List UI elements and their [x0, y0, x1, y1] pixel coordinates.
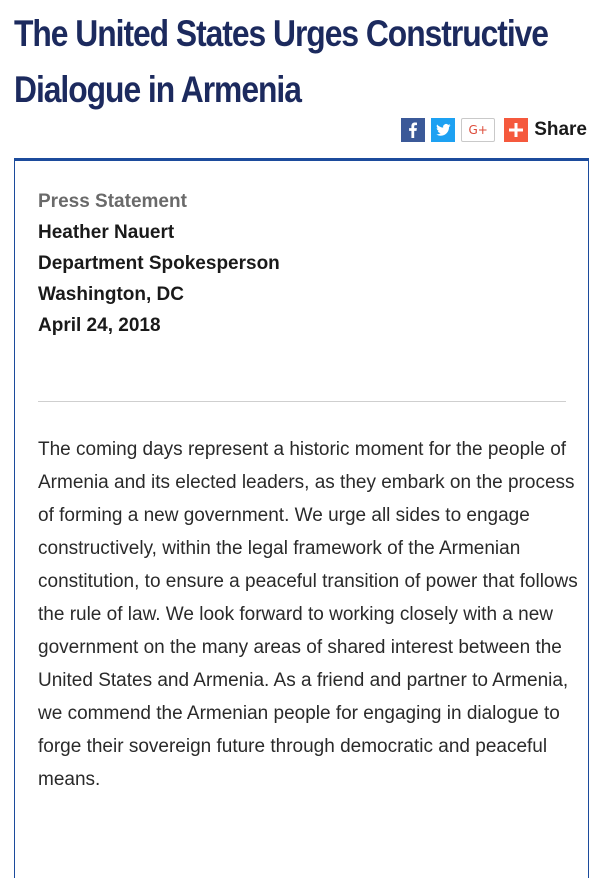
more-share-button[interactable]: [504, 118, 528, 142]
statement-type: Press Statement: [38, 191, 187, 212]
share-bar: [401, 117, 587, 143]
google-plus-share-button[interactable]: [461, 118, 495, 142]
author-role: Department Spokesperson: [38, 253, 280, 274]
statement-meta: [38, 186, 280, 341]
plus-icon: [504, 118, 528, 142]
statement-location: Washington, DC: [38, 284, 184, 305]
author-name: Heather Nauert: [38, 222, 175, 243]
twitter-icon: [431, 118, 455, 142]
facebook-share-button[interactable]: [401, 118, 425, 142]
share-label[interactable]: Share: [534, 119, 587, 140]
google-plus-icon: G+: [468, 123, 488, 137]
statement-body: The coming days represent a historic moment for the people of Armenia and its elected leaders, as they embark on the process of forming a new government. We urge all sides to engage constructively, within the legal framework of the Armenian constitution, to ensure a peaceful transition of power that follows the rule of law. We look forward to working closely with a new government on the many areas of shared interest between the United States and Armenia. As a friend and partner to Armenia, we commend the Armenian people for engaging in dialogue to forge their sovereign future through democratic and peaceful means.: [38, 439, 578, 790]
divider: [38, 401, 566, 402]
facebook-icon: [401, 118, 425, 142]
twitter-share-button[interactable]: [431, 118, 455, 142]
page-title: The United States Urges Constructive Dialogue in Armenia: [14, 13, 548, 110]
statement-date: April 24, 2018: [38, 315, 161, 336]
